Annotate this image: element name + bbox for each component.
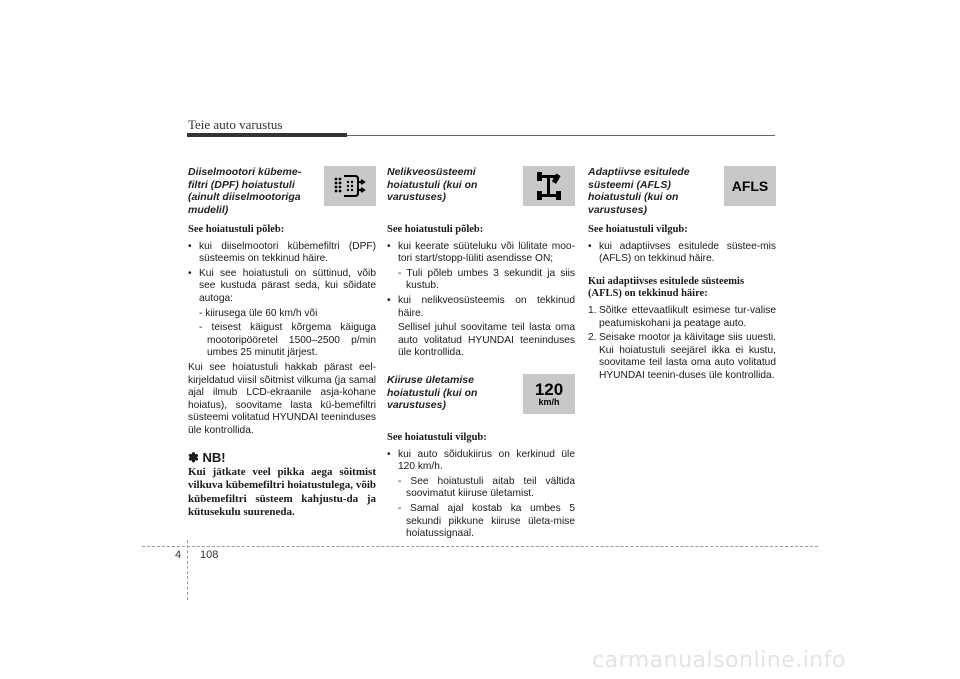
- header-rule-thin: [347, 135, 775, 136]
- list-number-1: 1.: [588, 304, 597, 316]
- chapter-number: 4: [175, 549, 182, 561]
- cont-4wd: Sellisel juhul soovitame teil lasta oma auto volitatud HYUNDAI teeninduses üle kontrollida.: [398, 322, 575, 359]
- column-dpf: [188, 166, 376, 519]
- list-item-afls-2: [588, 332, 776, 382]
- bullet-dpf-2: • Kui see hoiatustuli on süttinud, võib see kustuda pärast seda, kui sõidate autoga:: [188, 268, 376, 306]
- 4wd-warning-icon: [523, 166, 575, 206]
- afls-warning-icon: [724, 166, 776, 206]
- subhead-dpf: See hoiatustuli põleb:: [188, 224, 285, 235]
- bullet-speed-1: • kui auto sõidukiirus on kerkinud üle 120 km/h.: [387, 449, 575, 474]
- section-title-afls: Adaptiivse esitulede süsteemi (AFLS) hoiatustuli (kui on varustuses): [588, 166, 690, 216]
- subhead-afls: See hoiatustuli vilgub:: [588, 224, 688, 235]
- page-header-title: Teie auto varustus: [188, 117, 283, 132]
- nb-text: Kui jätkate veel pikka aega sõitmist vilkuva kübemefiltri hoiatustulega, võib kübemefiltri süsteem kahjustu-da ja kütusekulu suureneda.: [188, 466, 376, 518]
- column-afls: [588, 166, 776, 383]
- section-dpf-head: [188, 166, 376, 218]
- speed-unit: km/h: [538, 396, 560, 407]
- column-4wd: [387, 166, 575, 541]
- afls-icon-label: AFLS: [731, 177, 769, 194]
- section-title-4wd: Nelikveosüsteemi hoiatustuli (kui on varustuses): [387, 166, 478, 204]
- page-number: 108: [200, 549, 219, 561]
- list-text-1: Sõitke ettevaatlikult esimese tur-valise peatumiskohani ja peatage auto.: [599, 304, 776, 329]
- list-item-afls-1: [588, 305, 776, 330]
- bullet-dpf-1: • kui diiselmootori kübemefiltri (DPF) süsteemis on tekkinud häire.: [188, 241, 376, 266]
- bullet-4wd-1: • kui keerate süüteluku või lülitate moo-tori start/stopp-lüliti asendisse ON;: [387, 241, 575, 266]
- subhead-4wd: See hoiatustuli põleb:: [387, 224, 484, 235]
- speed-warning-icon: [523, 374, 575, 414]
- list-text-2: Seisake mootor ja käivitage siis uuesti. Kui hoiatustuli seejärel ikka ei kustu, soovitame teil lasta oma auto volitatud HYUNDAI teenin-duses üle kontrollida.: [599, 332, 776, 381]
- sub-dpf-2: - teisest käigust kõrgema käiguga mootoripööretel 1500–2500 p/min umbes 25 minutit järjest.: [199, 322, 376, 359]
- watermark: carmanualsonline.info: [592, 648, 846, 673]
- header-rule-thick: [187, 133, 347, 137]
- section-title-dpf: Diiselmootori kübeme-filtri (DPF) hoiatustuli (ainult diiselmootoriga mudelil): [188, 166, 302, 216]
- footer-vertical-rule: [187, 540, 188, 600]
- bullet-4wd-2: • kui nelikveosüsteemis on tekkinud häire.: [387, 295, 575, 320]
- list-number-2: 2.: [588, 332, 597, 344]
- speed-value: 120: [534, 379, 564, 399]
- sub-dpf-1: - kiirusega üle 60 km/h või: [199, 307, 318, 319]
- sub-speed-1: - See hoiatustuli aitab teil vältida soovimatut kiiruse ületamist.: [398, 475, 575, 500]
- sub-4wd-1: - Tuli põleb umbes 3 sekundit ja siis kustub.: [398, 267, 575, 292]
- dpf-warning-icon: [324, 166, 376, 206]
- sub-speed-2: - Samal ajal kostab ka umbes 5 sekundi pikkune kiiruse ületa-mise hoiatussignaal.: [398, 502, 575, 540]
- section-title-speed: Kiiruse ületamise hoiatustuli (kui on varustuses): [387, 373, 478, 412]
- section-4wd-head: [387, 166, 575, 218]
- para-dpf: Kui see hoiatustuli hakkab pärast eel-kirjeldatud viisil sõitmist vilkuma (ja samal ajal ilmub LCD-ekraanile asja-kohane hoiatus), soovitame lasta kü-bemefiltri süsteemi volitatud HYUNDAI teeninduses üle kontrollida.: [188, 361, 376, 436]
- section-afls-head: [588, 166, 776, 218]
- section-speed-head: [387, 374, 575, 426]
- footer-rule: [142, 546, 818, 547]
- bullet-afls-1: • kui adaptiivses esitulede süstee-mis (AFLS) on tekkinud häire.: [588, 241, 776, 266]
- subhead-afls-2: Kui adaptiivses esitulede süsteemis (AFLS) on tekkinud häire:: [588, 275, 745, 300]
- subhead-speed: See hoiatustuli vilgub:: [387, 431, 487, 443]
- nb-title: ✽ NB!: [188, 449, 226, 465]
